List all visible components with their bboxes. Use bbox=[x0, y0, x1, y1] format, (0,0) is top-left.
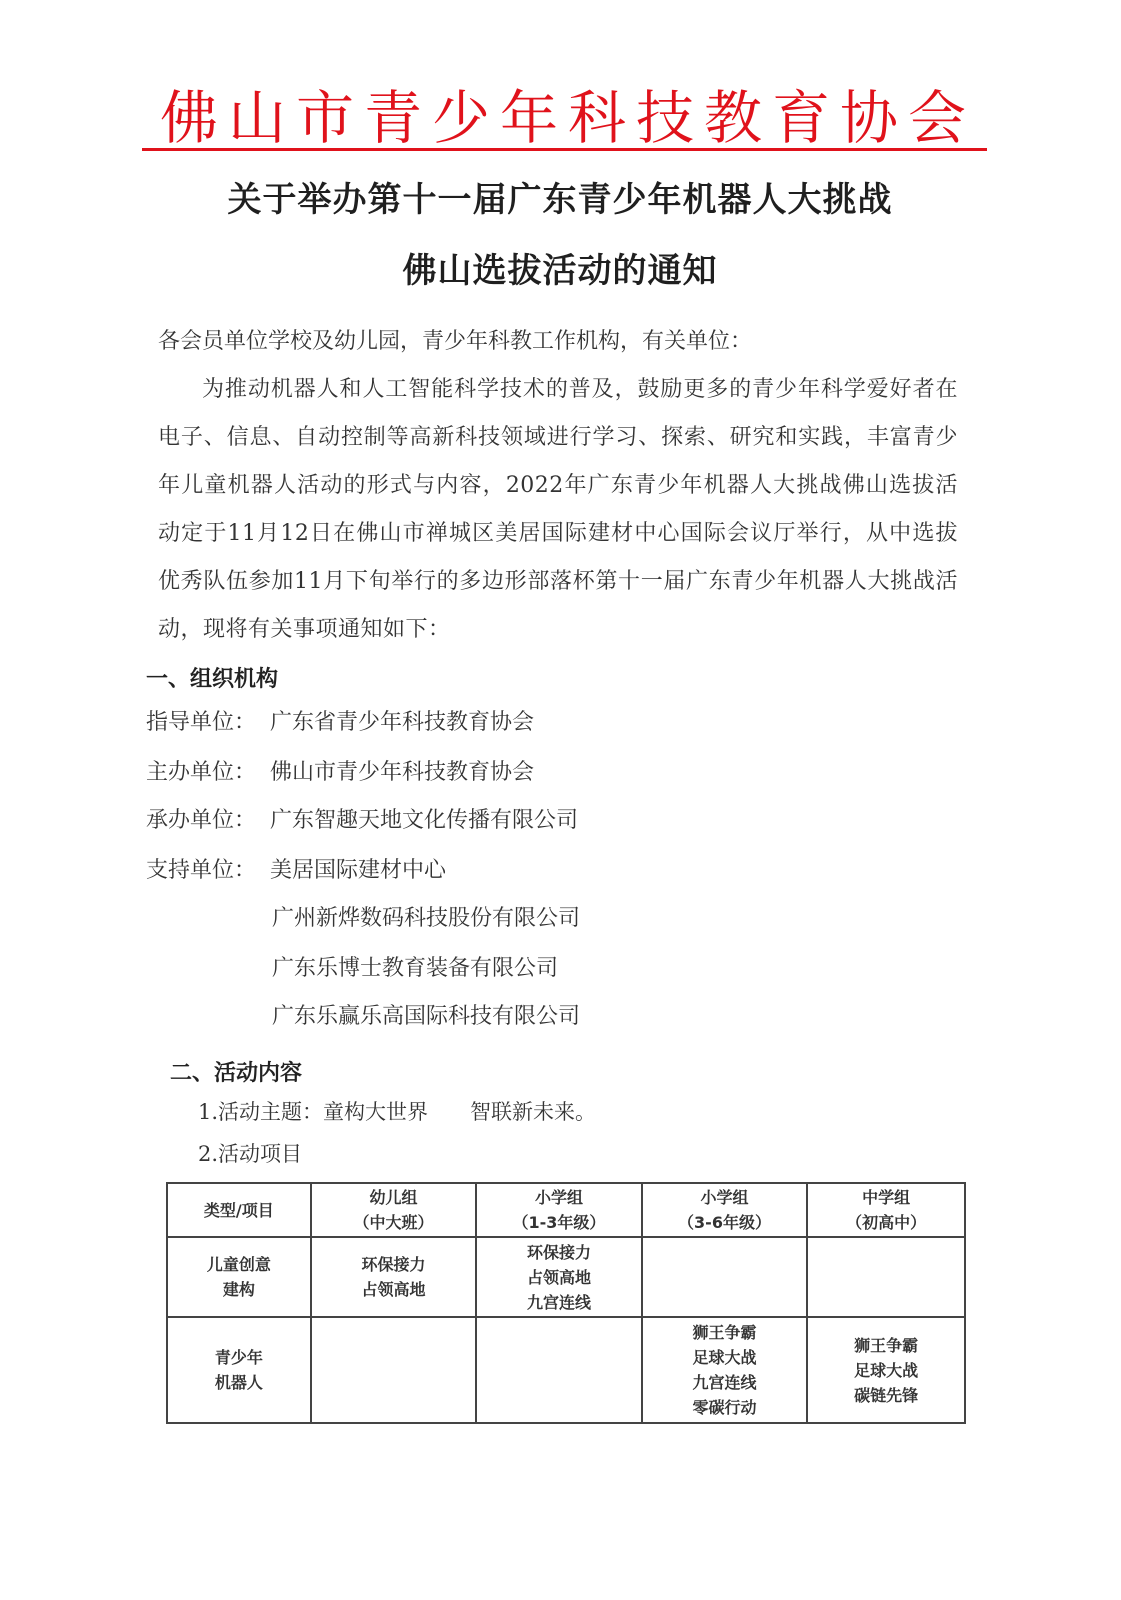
activity-theme: 1.活动主题：童构大世界 智联新未来。 bbox=[198, 1100, 597, 1124]
table-cell bbox=[311, 1317, 477, 1423]
letterhead-rule bbox=[142, 148, 987, 151]
org-row-organizer bbox=[146, 806, 578, 836]
table-header-cell: 小学组 （3-6年级） bbox=[642, 1183, 808, 1237]
support-extra-3: 广东乐赢乐高国际科技有限公司 bbox=[272, 1004, 581, 1029]
org-value: 美居国际建材中心 bbox=[270, 858, 447, 883]
support-extra-1: 广州新烨数码科技股份有限公司 bbox=[272, 906, 581, 931]
activity-projects-label: 2.活动项目 bbox=[198, 1142, 303, 1166]
table-cell bbox=[642, 1237, 808, 1317]
table-row bbox=[167, 1237, 965, 1317]
table-header-cell: 幼儿组 （中大班） bbox=[311, 1183, 477, 1237]
org-label: 主办单位： bbox=[146, 760, 257, 785]
org-value: 佛山市青少年科技教育协会 bbox=[270, 760, 535, 785]
org-row-host bbox=[146, 758, 534, 788]
org-row-support bbox=[146, 856, 446, 886]
table-cell: 环保接力 占领高地 bbox=[311, 1237, 477, 1317]
table-type-cell: 儿童创意 建构 bbox=[167, 1237, 311, 1317]
org-value: 广东省青少年科技教育协会 bbox=[270, 710, 535, 735]
section-heading-organization: 一、组织机构 bbox=[146, 667, 279, 692]
org-label: 承办单位： bbox=[146, 808, 257, 833]
table-cell: 环保接力 占领高地 九宫连线 bbox=[476, 1237, 642, 1317]
notice-title-line1: 关于举办第十一届广东青少年机器人大挑战 bbox=[227, 180, 893, 220]
org-value: 广东智趣天地文化传播有限公司 bbox=[270, 808, 579, 833]
table-header-cell: 小学组 （1-3年级） bbox=[476, 1183, 642, 1237]
org-label: 支持单位： bbox=[146, 858, 257, 883]
table-header-row bbox=[167, 1183, 965, 1237]
table-cell: 狮王争霸 足球大战 碳链先锋 bbox=[807, 1317, 965, 1423]
table-cell bbox=[476, 1317, 642, 1423]
org-row-guide bbox=[146, 708, 534, 738]
table-row bbox=[167, 1317, 965, 1423]
table-cell bbox=[807, 1237, 965, 1317]
table-header-cell: 类型/项目 bbox=[167, 1183, 311, 1237]
letterhead: 佛山市青少年科技教育协会 bbox=[159, 84, 976, 152]
events-table bbox=[166, 1182, 966, 1424]
table-type-cell: 青少年 机器人 bbox=[167, 1317, 311, 1423]
notice-title-line2: 佛山选拔活动的通知 bbox=[402, 251, 718, 291]
body-paragraph: 为推动机器人和人工智能科学技术的普及，鼓励更多的青少年科学爱好者在电子、信息、自动控制等高新科技领域进行学习、探索、研究和实践，丰富青少年儿童机器人活动的形式与内容，2022年广东青少年机器人大挑战佛山选拔活动定于11月12日在佛山市禅城区美居国际建材中心国际会议厅举行，从中选拔优秀队伍参加11月下旬举行的多边形部落杯第十一届广东青少年机器人大挑战活动，现将有关事项通知如下： bbox=[158, 377, 958, 642]
table-header-cell: 中学组 （初高中） bbox=[807, 1183, 965, 1237]
section-heading-activities: 二、活动内容 bbox=[170, 1061, 303, 1086]
salutation: 各会员单位学校及幼儿园，青少年科教工作机构，有关单位： bbox=[158, 329, 753, 354]
support-extra-2: 广东乐博士教育装备有限公司 bbox=[272, 956, 559, 981]
table-cell: 狮王争霸 足球大战 九宫连线 零碳行动 bbox=[642, 1317, 808, 1423]
org-label: 指导单位： bbox=[146, 710, 257, 735]
